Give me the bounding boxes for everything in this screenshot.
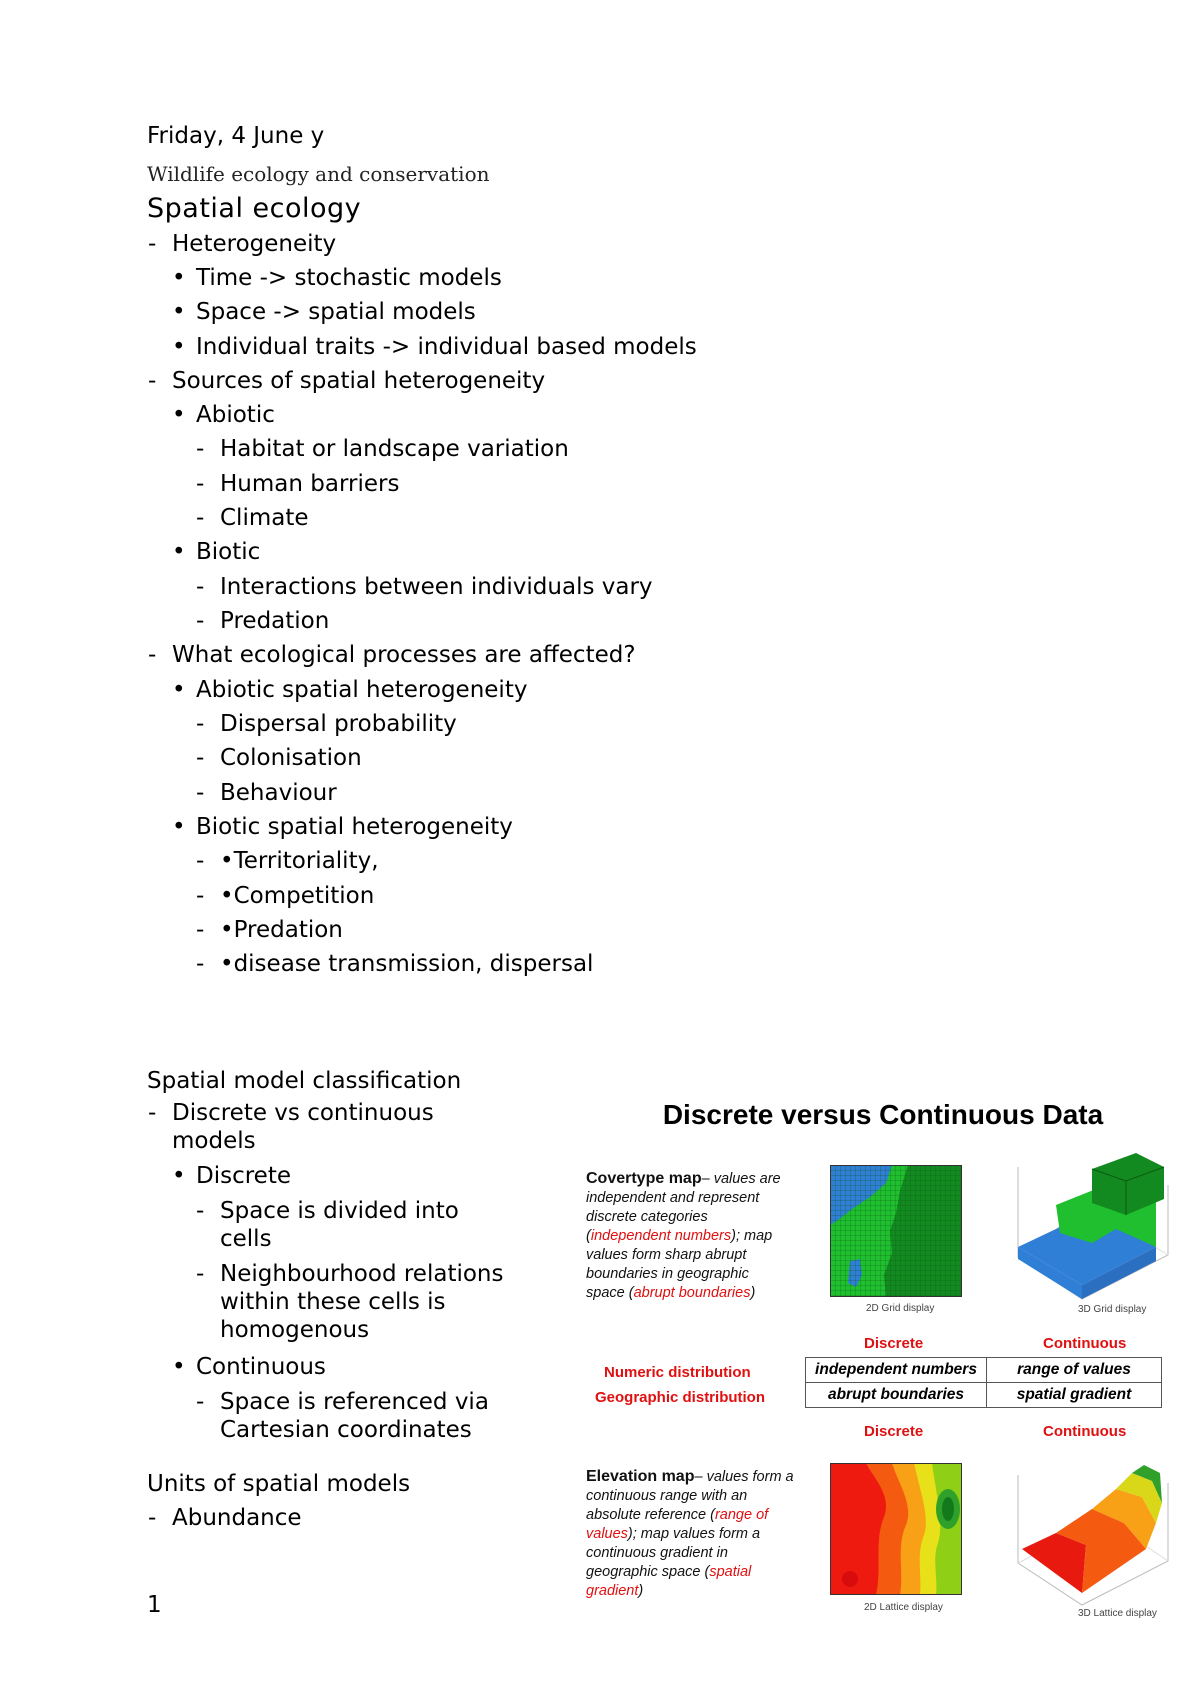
units-item [148,1504,302,1532]
outline-text: Space is divided into cells [220,1198,459,1252]
table-row [806,1358,1162,1383]
outline-marker: • [172,402,186,428]
units-title: Units of spatial models [147,1471,411,1497]
course-name: Wildlife ecology and conservation [147,162,490,186]
covertype-text: ); map values form sharp abrupt boundaries in geographic space ( [586,1228,773,1301]
surface-band [1022,1533,1086,1593]
caption-3d-grid: 3D Grid display [1078,1304,1147,1315]
covertype-grid-map [830,1165,962,1297]
outline-item [172,676,528,704]
outline-text: Time -> stochastic models [196,265,502,291]
covertype-highlight: abrupt boundaries [633,1285,751,1301]
outline-item [196,470,400,498]
elevation-dash: – [694,1469,707,1485]
outline-marker: - [196,471,205,497]
outline-marker: - [196,917,205,943]
outline-marker: • [172,299,186,325]
outline-text: Continuous [196,1354,326,1380]
caption-3d-lattice: 3D Lattice display [1078,1608,1157,1619]
outline-text: Human barriers [220,471,400,497]
outline-text: •Territoriality, [220,848,379,874]
outline-item [196,779,337,807]
outline-marker: - [196,711,205,737]
outline-item [196,744,362,772]
outline-item [148,641,636,669]
outline-marker: - [148,1100,157,1126]
outline-item [196,607,330,635]
outline-marker: - [196,608,205,634]
outline-item [148,367,546,395]
outline-text: •Competition [220,883,375,909]
elevation-text: ); map values form a continuous gradient in geographic space ( [586,1526,761,1580]
outline-marker: • [172,677,186,703]
classification-item [148,1099,482,1155]
outline-text: Biotic [196,539,261,565]
outline-text: •Predation [220,917,343,943]
outline-marker: - [196,883,205,909]
outline-text: Discrete [196,1163,291,1189]
outline-item [172,298,476,326]
outline-item [196,710,457,738]
classification-title: Spatial model classification [147,1068,462,1094]
outline-text: Climate [220,505,309,531]
label-numeric-distribution: Numeric distribution [604,1364,751,1381]
outline-text: Discrete vs continuous models [172,1100,434,1154]
table-cell: independent numbers [806,1358,987,1383]
label-geographic-distribution: Geographic distribution [595,1389,766,1406]
outline-item [196,882,375,910]
outline-marker: • [172,539,186,565]
outline-item [196,847,379,875]
outline-item [196,950,594,978]
outline-marker: - [196,745,205,771]
outline-text: Predation [220,608,330,634]
outline-text: Space -> spatial models [196,299,476,325]
covertype-name: Covertype map [586,1170,702,1187]
outline-marker: - [196,1261,205,1287]
elevation-highlight: spatial gradient [586,1564,752,1599]
outline-text: Colonisation [220,745,362,771]
outline-marker: - [148,1505,157,1531]
covertype-highlight: independent numbers [590,1228,732,1244]
outline-text: Biotic spatial heterogeneity [196,814,513,840]
outline-text: Abundance [172,1505,302,1531]
outline-item [148,230,337,258]
outline-text: Heterogeneity [172,231,337,257]
covertype-description [586,1169,791,1303]
table-cell: range of values [987,1358,1162,1383]
classification-item [196,1388,540,1444]
grid-overlay [830,1165,962,1297]
discrete-continuous-figure [578,1085,1188,1655]
outline-item [172,264,502,292]
elevation-name: Elevation map [586,1468,695,1485]
table-row [806,1383,1162,1408]
outline-marker: - [148,642,157,668]
outline-marker: - [148,368,157,394]
outline-marker: - [196,848,205,874]
outline-marker: - [196,436,205,462]
document-date: Friday, 4 June y [147,123,325,149]
label-continuous-top: Continuous [1043,1335,1127,1352]
covertype-dash: – [701,1171,714,1187]
elevation-text: values form a continuous range with an absolute reference ( [586,1469,794,1523]
outline-marker: • [172,1163,186,1189]
outline-marker: • [172,265,186,291]
elevation-3d-lattice [996,1453,1176,1613]
outline-item [196,435,569,463]
outline-text: Space is referenced via Cartesian coordinates [220,1389,489,1443]
figure-title: Discrete versus Continuous Data [662,1099,1104,1130]
caption-2d-lattice: 2D Lattice display [864,1602,943,1613]
outline-text: Dispersal probability [220,711,457,737]
outline-text: What ecological processes are affected? [172,642,636,668]
elevation-low [842,1571,858,1587]
outline-item [172,333,697,361]
outline-marker: - [196,1198,205,1224]
outline-marker: - [196,1389,205,1415]
outline-item [172,813,513,841]
classification-item [172,1353,326,1381]
outline-text: Individual traits -> individual based models [196,334,697,360]
outline-marker: • [172,1354,186,1380]
outline-text: Habitat or landscape variation [220,436,569,462]
table-cell: abrupt boundaries [806,1383,987,1408]
outline-item [172,538,261,566]
outline-marker: - [196,951,205,977]
classification-item [172,1162,291,1190]
page-number: 1 [147,1592,162,1618]
outline-text: Sources of spatial heterogeneity [172,368,546,394]
elevation-highlight: range of values [586,1507,769,1542]
outline-marker: - [196,505,205,531]
elevation-lattice-map [830,1463,962,1595]
elevation-text: ) [638,1583,644,1599]
outline-item [172,401,275,429]
outline-item [196,504,309,532]
outline-marker: - [196,574,205,600]
outline-text: Abiotic spatial heterogeneity [196,677,528,703]
outline-marker: - [196,780,205,806]
outline-text: Abiotic [196,402,275,428]
outline-text: Behaviour [220,780,337,806]
elevation-description [586,1467,801,1601]
covertype-3d-grid [996,1147,1176,1307]
classification-item [196,1260,540,1344]
outline-text: •disease transmission, dispersal [220,951,594,977]
outline-marker: • [172,334,186,360]
covertype-text: values are independent and represent discrete categories ( [586,1171,781,1244]
outline-marker: • [172,814,186,840]
outline-text: Neighbourhood relations within these cells is homogenous [220,1261,504,1343]
outline-text: Interactions between individuals vary [220,574,653,600]
outline-marker: - [148,231,157,257]
label-continuous-bottom: Continuous [1043,1423,1127,1440]
caption-2d-grid: 2D Grid display [866,1303,935,1314]
elevation-peak [942,1497,954,1521]
page-title: Spatial ecology [147,193,362,224]
outline-item [196,916,343,944]
covertype-text: ) [750,1285,756,1301]
outline-item [196,573,653,601]
label-discrete-top: Discrete [864,1335,924,1352]
label-discrete-bottom: Discrete [864,1423,924,1440]
table-cell: spatial gradient [987,1383,1162,1408]
comparison-table [805,1357,1162,1408]
classification-item [196,1197,510,1253]
